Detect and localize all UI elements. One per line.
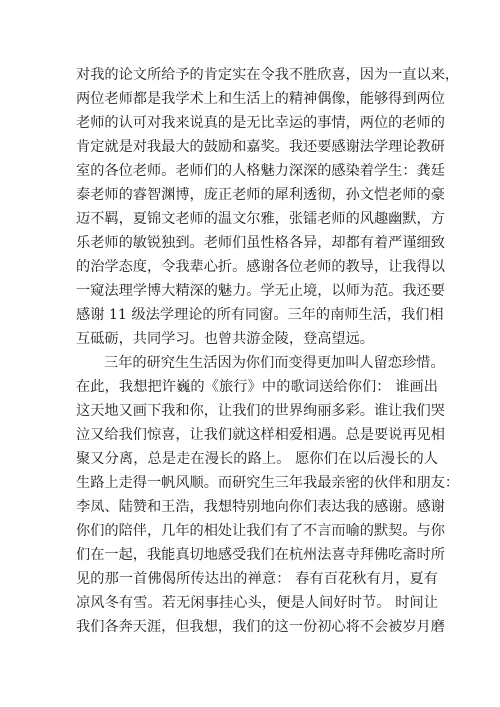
text-line: 老师的认可对我来说真的是无比幸运的事情，两位的老师的 <box>76 115 445 131</box>
text-line: 肯定就是对我最大的鼓励和嘉奖。我还要感谢法学理论教研 <box>76 139 445 155</box>
text-line: 在此，我想把许巍的《旅行》中的歌词送给你们： 谁画出 <box>76 379 438 395</box>
text-line: 们在一起，我能真切地感受我们在杭州法喜寺拜佛吃斋时所 <box>76 547 445 563</box>
text-line: 聚又分离，总是走在漫长的路上。 愿你们在以后漫长的人 <box>76 451 438 467</box>
text-line: 一窥法理学博大精深的魅力。学无止境，以师为范。我还要 <box>76 283 445 299</box>
text-line: 凉风冬有雪。若无闲事挂心头，便是人间好时节。 时间让 <box>76 595 438 611</box>
text-line: 两位老师都是我学术上和生活上的精神偶像，能够得到两位 <box>76 91 445 107</box>
text-line: 你们的陪伴，几年的相处让我们有了不言而喻的默契。与你 <box>76 523 445 539</box>
text-line: 生路上走得一帆风顺。而研究生三年我最亲密的伙伴和朋友： <box>76 475 460 491</box>
text-line: 室的各位老师。老师们的人格魅力深深的感染着学生：龚廷 <box>76 163 445 179</box>
text-line: 迈不羁，夏锦文老师的温文尔雅，张镭老师的风趣幽默，方 <box>76 211 445 227</box>
paragraph-start-line: 三年的研究生生活因为你们而变得更加叫人留恋珍惜。 <box>104 355 445 371</box>
text-line: 泣又给我们惊喜，让我们就这样相爱相遇。总是要说再见相 <box>76 427 445 443</box>
text-line: 对我的论文所给予的肯定实在令我不胜欣喜，因为一直以来， <box>76 67 460 83</box>
text-line: 李凤、陆赞和王浩，我想特别地向你们表达我的感谢。感谢 <box>76 499 445 515</box>
paragraph-end-line: 互砥砺，共同学习。也曾共游金陵，登高望远。 <box>76 331 374 347</box>
text-line: 的治学态度，令我辈心折。感谢各位老师的教导，让我得以 <box>76 259 445 275</box>
text-line: 感谢 11 级法学理论的所有同窗。三年的南师生活，我们相 <box>76 307 444 323</box>
text-line: 这天地又画下我和你，让我们的世界绚丽多彩。谁让我们哭 <box>76 403 445 419</box>
text-line: 见的那一首佛偈所传达出的禅意： 春有百花秋有月，夏有 <box>76 571 438 587</box>
text-line: 泰老师的睿智渊博，庞正老师的犀利透彻，孙文恺老师的豪 <box>76 187 445 203</box>
text-line: 乐老师的敏锐独到。老师们虽性格各异，却都有着严谨细致 <box>76 235 445 251</box>
text-line: 我们各奔天涯，但我想，我们的这一份初心将不会被岁月磨 <box>76 619 445 635</box>
